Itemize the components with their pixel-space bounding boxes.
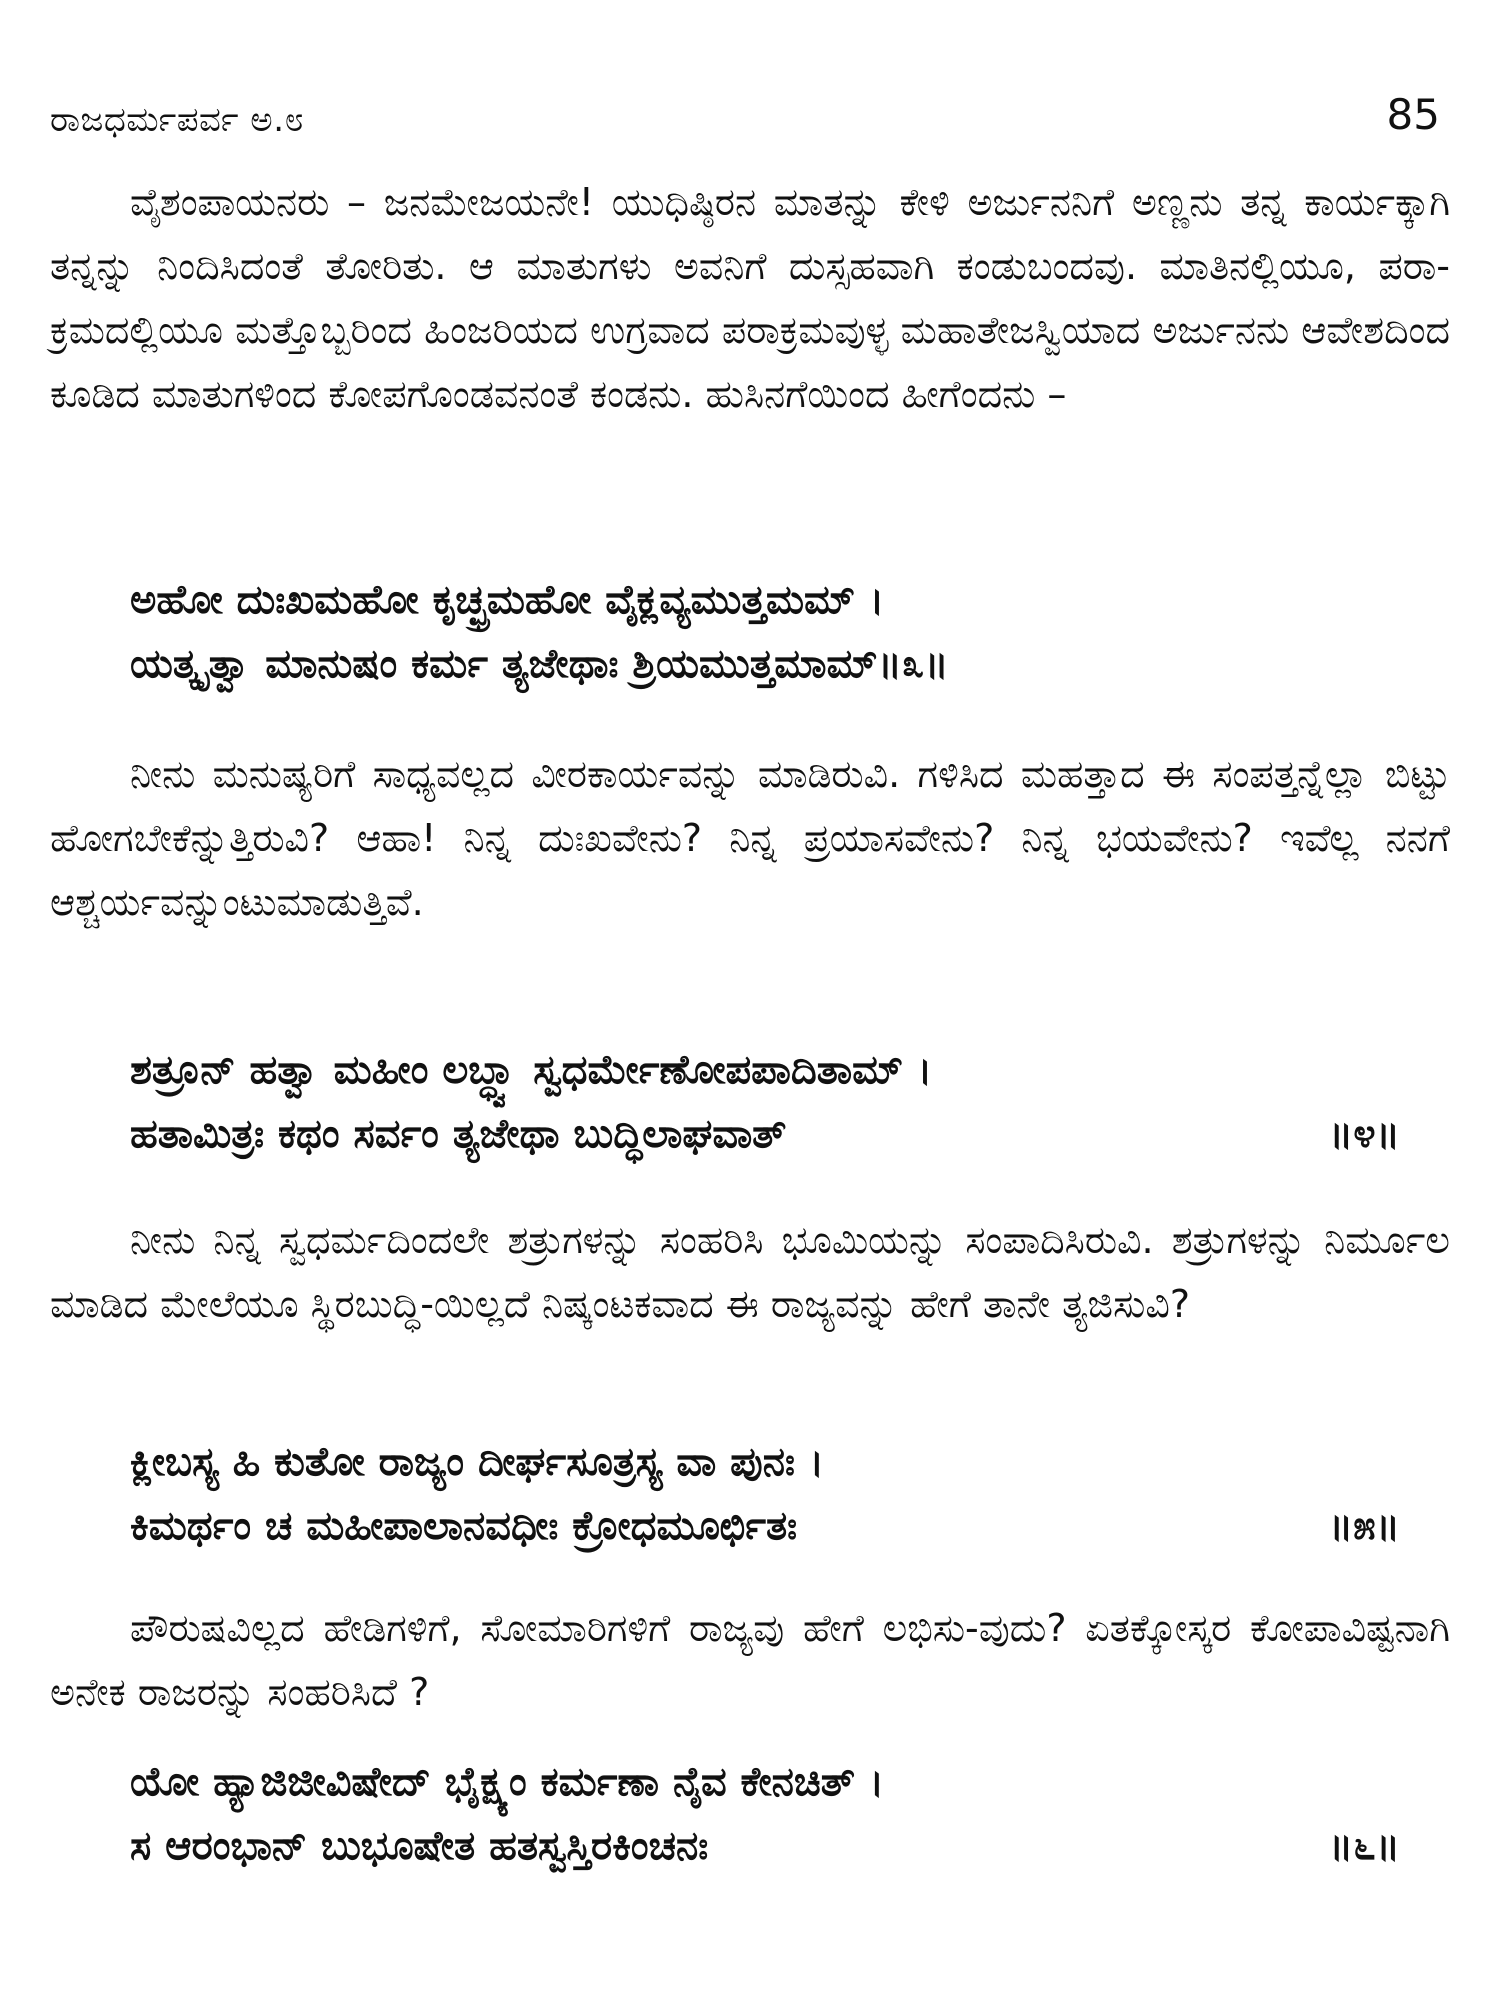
verse-6-line-2-text: ಸ ಆರಂಭಾನ್ ಬುಭೂಷೇತ ಹತಸ್ವಸ್ತಿರಕಿಂಚನಃ [130,1823,709,1869]
prose-paragraph-2: ನೀನು ಮನುಷ್ಯರಿಗೆ ಸಾಧ್ಯವಲ್ಲದ ವೀರಕಾರ್ಯವನ್ನು ಮಾಡಿರುವಿ. ಗಳಿಸಿದ ಮಹತ್ತಾದ ಈ ಸಂಪತ್ತನ್ನೆಲ್ಲಾ ಬಿಟ್ಟು ಹೋಗಬೇಕೆನ್ನುತ್ತಿರುವಿ? ಆಹಾ! ನಿನ್ನ ದುಃಖವೇನು? ನಿನ್ನ ಪ್ರಯಾಸವೇನು? ನಿನ್ನ ಭಯವೇನು? ಇವೆಲ್ಲ ನನಗೆ ಆಶ್ಚರ್ಯವನ್ನುಂಟುಮಾಡುತ್ತಿವೆ. [50,752,1450,924]
running-head: ರಾಜಧರ್ಮಪರ್ವ ಅ.೮ [50,100,305,140]
verse-5-line-2-text: ಕಿಮರ್ಥಂ ಚ ಮಹೀಪಾಲಾನವಧೀಃ ಕ್ರೋಧಮೂರ್ಛಿತಃ [130,1503,798,1549]
verse-number: ॥೩॥ [877,641,949,687]
verse-6 [130,1750,1430,1878]
page-number: 85 [1386,90,1440,139]
verse-6-line-2 [130,1814,1430,1878]
verse-3-line-2-text: ಯತ್ಕೃತ್ವಾ ಮಾನುಷಂ ಕರ್ಮ ತ್ಯಜೇಥಾಃ ಶ್ರಿಯಮುತ್ತಮಾಮ್ [130,641,878,687]
verse-6-line-1: ಯೋ ಹ್ಯಾಜಿಜೀವಿಷೇದ್ ಭೈಕ್ಷ್ಯಂ ಕರ್ಮಣಾ ನೈವ ಕೇನಚಿತ್ । [130,1759,885,1805]
verse-3-line-2 [130,632,1430,696]
verse-4-line-2-text: ಹತಾಮಿತ್ರಃ ಕಥಂ ಸರ್ವಂ ತ್ಯಜೇಥಾ ಬುದ್ಧಿಲಾಘವಾತ್ [130,1111,787,1157]
verse-4 [130,1038,1430,1166]
verse-4-line-2 [130,1102,1430,1166]
verse-5-line-1: ಕ್ಲೀಬಸ್ಯ ಹಿ ಕುತೋ ರಾಜ್ಯಂ ದೀರ್ಘಸೂತ್ರಸ್ಯ ವಾ ಪುನಃ । [130,1439,825,1485]
verse-number: ॥೬॥ [1328,1823,1400,1869]
verse-3 [130,568,1430,696]
page-header [50,90,1450,150]
verse-5 [130,1430,1430,1558]
verse-number: ॥೪॥ [1328,1111,1400,1157]
prose-paragraph-1: ವೈಶಂಪಾಯನರು – ಜನಮೇಜಯನೇ! ಯುಧಿಷ್ಠಿರನ ಮಾತನ್ನು ಕೇಳಿ ಅರ್ಜುನನಿಗೆ ಅಣ್ಣನು ತನ್ನ ಕಾರ್ಯಕ್ಕಾಗಿ ತನ್ನನ್ನು ನಿಂದಿಸಿದಂತೆ ತೋರಿತು. ಆ ಮಾತುಗಳು ಅವನಿಗೆ ದುಸ್ಸಹವಾಗಿ ಕಂಡುಬಂದವು. ಮಾತಿನಲ್ಲಿಯೂ, ಪರಾ-ಕ್ರಮದಲ್ಲಿಯೂ ಮತ್ತೊಬ್ಬರಿಂದ ಹಿಂಜರಿಯದ ಉಗ್ರವಾದ ಪರಾಕ್ರಮವುಳ್ಳ ಮಹಾತೇಜಸ್ವಿಯಾದ ಅರ್ಜುನನು ಆವೇಶದಿಂದ ಕೂಡಿದ ಮಾತುಗಳಿಂದ ಕೋಪಗೊಂಡವನಂತೆ ಕಂಡನು. ಹುಸಿನಗೆಯಿಂದ ಹೀಗೆಂದನು – [50,180,1450,416]
verse-3-line-1: ಅಹೋ ದುಃಖಮಹೋ ಕೃಚ್ಛ್ರಮಹೋ ವೈಕ್ಲವ್ಯಮುತ್ತಮಮ್ । [130,577,885,623]
verse-number: ॥೫॥ [1328,1503,1400,1549]
verse-4-line-1: ಶತ್ರೂನ್ ಹತ್ವಾ ಮಹೀಂ ಲಬ್ಧ್ವಾ ಸ್ವಧರ್ಮೇಣೋಪಪಾದಿತಾಮ್ । [130,1047,933,1093]
verse-5-line-2 [130,1494,1430,1558]
prose-paragraph-3: ನೀನು ನಿನ್ನ ಸ್ವಧರ್ಮದಿಂದಲೇ ಶತ್ರುಗಳನ್ನು ಸಂಹರಿಸಿ ಭೂಮಿಯನ್ನು ಸಂಪಾದಿಸಿರುವಿ. ಶತ್ರುಗಳನ್ನು ನಿರ್ಮೂಲ ಮಾಡಿದ ಮೇಲೆಯೂ ಸ್ಥಿರಬುದ್ಧಿ-ಯಿಲ್ಲದೆ ನಿಷ್ಕಂಟಕವಾದ ಈ ರಾಜ್ಯವನ್ನು ಹೇಗೆ ತಾನೇ ತ್ಯಜಿಸುವಿ? [50,1218,1450,1326]
prose-paragraph-4: ಪೌರುಷವಿಲ್ಲದ ಹೇಡಿಗಳಿಗೆ, ಸೋಮಾರಿಗಳಿಗೆ ರಾಜ್ಯವು ಹೇಗೆ ಲಭಿಸು-ವುದು? ಏತಕ್ಕೋಸ್ಕರ ಕೋಪಾವಿಷ್ಟನಾಗಿ ಅನೇಕ ರಾಜರನ್ನು ಸಂಹರಿಸಿದೆ ? [50,1606,1450,1714]
